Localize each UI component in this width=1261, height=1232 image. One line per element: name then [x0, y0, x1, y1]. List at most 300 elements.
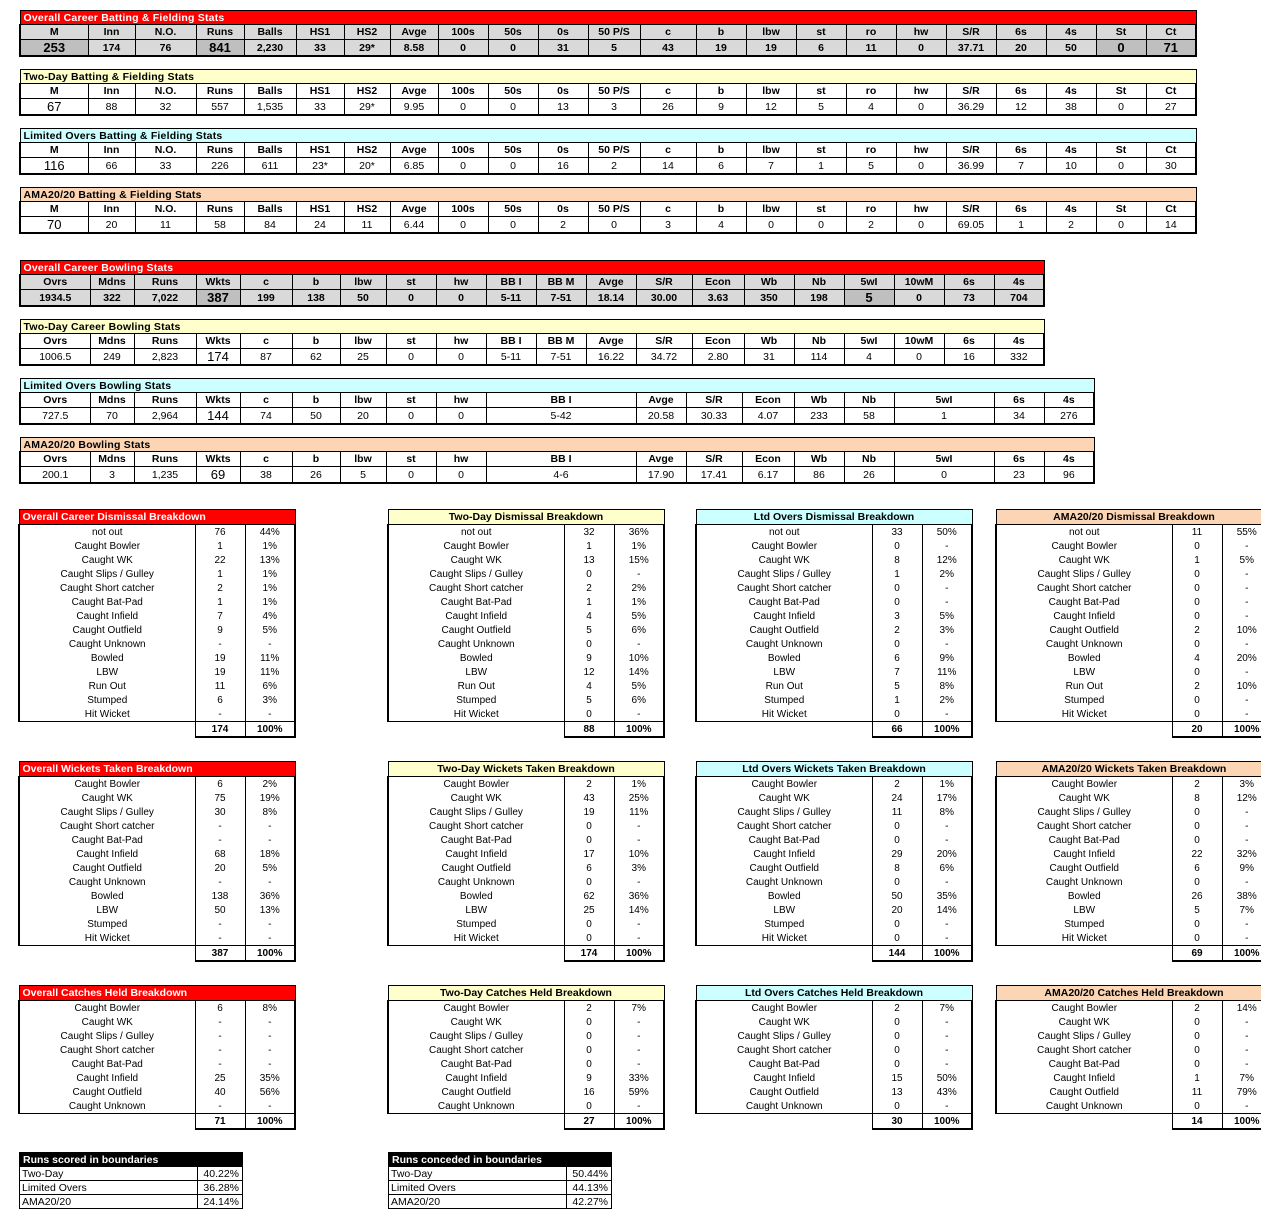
- row-count: 0: [1172, 917, 1222, 931]
- bowling-col-header: c: [240, 452, 292, 467]
- batting-col-header: Runs: [196, 202, 244, 217]
- batting-col-header: 0s: [538, 202, 588, 217]
- bowling-cell: 5-42: [486, 408, 636, 425]
- bowling-cell: 18.14: [586, 290, 636, 307]
- bowling-cell: 0: [436, 290, 486, 307]
- bowling-cell: 73: [944, 290, 994, 307]
- dismissal-breakdown-0: [18, 509, 296, 738]
- row-percent: 24.14%: [198, 1195, 243, 1209]
- batting-cell: 26: [640, 99, 696, 116]
- row-count: 2: [1172, 1001, 1222, 1016]
- bowling-cell: 114: [794, 349, 844, 366]
- wickets-breakdown-title-row: [388, 762, 664, 777]
- table-row: [19, 623, 295, 637]
- row-label: Caught Bowler: [696, 1001, 872, 1016]
- batting-cell: 71: [1146, 40, 1196, 57]
- batting-title-row: [20, 188, 1196, 202]
- row-percent: -: [922, 581, 972, 595]
- row-label: Caught Outfield: [696, 1085, 872, 1099]
- total-row: [388, 946, 664, 962]
- row-label: Caught Unknown: [19, 875, 195, 889]
- table-row: [996, 679, 1261, 693]
- total-count: 20: [1172, 722, 1222, 738]
- row-label: Caught Unknown: [388, 1099, 564, 1114]
- row-percent: 43%: [922, 1085, 972, 1099]
- wickets-breakdown-table: [695, 761, 973, 962]
- batting-col-header: 50s: [488, 84, 538, 99]
- table-row: [696, 1001, 972, 1016]
- row-count: 0: [872, 707, 922, 722]
- total-spacer: [996, 946, 1172, 962]
- dismissal-breakdown-title: AMA20/20 Dismissal Breakdown: [996, 510, 1261, 525]
- row-count: -: [195, 1099, 245, 1114]
- row-count: 6: [872, 651, 922, 665]
- row-count: 0: [564, 1057, 614, 1071]
- batting-cell: 9.95: [390, 99, 438, 116]
- row-label: AMA20/20: [389, 1195, 567, 1209]
- wickets-breakdown-title: Overall Wickets Taken Breakdown: [19, 762, 295, 777]
- bowling-cell: 86: [794, 467, 844, 484]
- row-percent: -: [1222, 1029, 1261, 1043]
- table-row: [996, 1057, 1261, 1071]
- table-row: [696, 693, 972, 707]
- batting-table-3: [19, 187, 1197, 234]
- row-percent: 12%: [1222, 791, 1261, 805]
- batting-col-header: Balls: [244, 143, 296, 158]
- row-count: 26: [1172, 889, 1222, 903]
- row-percent: -: [614, 707, 664, 722]
- row-count: 0: [564, 833, 614, 847]
- row-count: 0: [872, 581, 922, 595]
- batting-cell: 0: [488, 158, 538, 175]
- table-row: [696, 539, 972, 553]
- row-label: Caught Slips / Gulley: [388, 1029, 564, 1043]
- row-percent: 1%: [922, 777, 972, 792]
- row-label: Caught Slips / Gulley: [19, 805, 195, 819]
- bowling-cell: 0: [386, 290, 436, 307]
- row-count: 0: [1172, 609, 1222, 623]
- row-percent: 7%: [1222, 903, 1261, 917]
- row-label: Caught Infield: [19, 847, 195, 861]
- row-percent: 7%: [1222, 1071, 1261, 1085]
- row-percent: 35%: [922, 889, 972, 903]
- row-label: LBW: [996, 665, 1172, 679]
- row-count: 32: [564, 525, 614, 540]
- bowling-col-header: 5wI: [844, 275, 894, 290]
- batting-cell: 14: [640, 158, 696, 175]
- bowling-header-row: [20, 275, 1044, 290]
- batting-col-header: hw: [896, 143, 946, 158]
- table-row: [388, 903, 664, 917]
- row-count: 3: [872, 609, 922, 623]
- bowling-col-header: 4s: [994, 275, 1044, 290]
- row-count: 1: [564, 539, 614, 553]
- row-percent: 1%: [614, 539, 664, 553]
- batting-col-header: 4s: [1046, 143, 1096, 158]
- row-label: Caught Unknown: [996, 1099, 1172, 1114]
- batting-cell: 20: [996, 40, 1046, 57]
- bowling-col-header: Ovrs: [20, 452, 90, 467]
- row-label: Caught Infield: [388, 1071, 564, 1085]
- batting-col-header: 50s: [488, 143, 538, 158]
- row-label: Caught Slips / Gulley: [388, 567, 564, 581]
- row-count: 9: [564, 1071, 614, 1085]
- bowling-cell: 174: [196, 349, 240, 366]
- bowling-col-header: BB M: [536, 334, 586, 349]
- row-label: Caught Short catcher: [996, 581, 1172, 595]
- batting-col-header: N.O.: [135, 25, 196, 40]
- row-label: Caught Bat-Pad: [996, 595, 1172, 609]
- bowling-col-header: Econ: [692, 275, 744, 290]
- row-label: Run Out: [388, 679, 564, 693]
- row-label: Bowled: [19, 889, 195, 903]
- row-percent: 5%: [614, 679, 664, 693]
- bowling-col-header: c: [240, 275, 292, 290]
- bowling-col-header: Econ: [742, 452, 794, 467]
- bowling-cell: 74: [240, 408, 292, 425]
- row-percent: -: [245, 833, 295, 847]
- row-percent: -: [1222, 1015, 1261, 1029]
- bowling-cell: 1934.5: [20, 290, 90, 307]
- batting-col-header: M: [20, 84, 88, 99]
- row-label: Caught Outfield: [696, 861, 872, 875]
- row-label: Caught WK: [696, 553, 872, 567]
- table-row: [696, 931, 972, 946]
- bowling-cell: 2,823: [134, 349, 196, 366]
- table-row: [696, 1099, 972, 1114]
- row-percent: -: [245, 707, 295, 722]
- row-count: 1: [195, 567, 245, 581]
- bowling-cell: 1: [894, 408, 994, 425]
- table-row: [388, 581, 664, 595]
- batting-col-header: Ct: [1146, 202, 1196, 217]
- batting-grid: [19, 187, 1197, 234]
- bowling-col-header: BB M: [536, 275, 586, 290]
- table-row: [996, 889, 1261, 903]
- total-percent: 100%: [245, 1114, 295, 1130]
- row-percent: 3%: [922, 623, 972, 637]
- row-count: 17: [564, 847, 614, 861]
- table-row: [996, 609, 1261, 623]
- bowling-cell: 4: [844, 349, 894, 366]
- row-percent: 5%: [614, 609, 664, 623]
- table-row: [996, 1001, 1261, 1016]
- row-percent: -: [922, 1029, 972, 1043]
- table-row: [996, 693, 1261, 707]
- row-percent: 1%: [614, 595, 664, 609]
- row-label: Caught Short catcher: [388, 581, 564, 595]
- batting-col-header: Runs: [196, 143, 244, 158]
- bowling-cell: 26: [844, 467, 894, 484]
- row-label: Run Out: [996, 679, 1172, 693]
- row-label: Caught Infield: [696, 1071, 872, 1085]
- batting-col-header: hw: [896, 202, 946, 217]
- total-count: 387: [195, 946, 245, 962]
- total-count: 69: [1172, 946, 1222, 962]
- batting-col-header: HS2: [344, 143, 390, 158]
- row-count: 1: [564, 595, 614, 609]
- table-row: [696, 819, 972, 833]
- row-count: 15: [872, 1071, 922, 1085]
- row-label: Caught Outfield: [388, 861, 564, 875]
- table-row: [388, 819, 664, 833]
- bowling-cell: 7-51: [536, 349, 586, 366]
- row-count: 50: [872, 889, 922, 903]
- row-count: -: [195, 1015, 245, 1029]
- table-row: [19, 1015, 295, 1029]
- row-percent: 3%: [614, 861, 664, 875]
- total-percent: 100%: [922, 1114, 972, 1130]
- batting-col-header: HS2: [344, 25, 390, 40]
- bowling-cell: 5-11: [486, 290, 536, 307]
- row-percent: -: [1222, 1043, 1261, 1057]
- catches-breakdown-title: Ltd Overs Catches Held Breakdown: [696, 986, 972, 1001]
- batting-col-header: 4s: [1046, 84, 1096, 99]
- row-count: -: [195, 931, 245, 946]
- row-label: Hit Wicket: [696, 707, 872, 722]
- bowling-cell: 7,022: [134, 290, 196, 307]
- total-row: [19, 1114, 295, 1130]
- row-percent: -: [922, 931, 972, 946]
- row-label: Caught WK: [19, 791, 195, 805]
- row-label: Hit Wicket: [388, 931, 564, 946]
- batting-cell: 7: [746, 158, 796, 175]
- row-percent: 40.22%: [198, 1167, 243, 1181]
- row-count: 0: [872, 1099, 922, 1114]
- bowling-col-header: 6s: [994, 393, 1044, 408]
- row-label: Stumped: [996, 693, 1172, 707]
- table-row: [696, 609, 972, 623]
- batting-cell: 2: [588, 158, 640, 175]
- batting-col-header: ro: [846, 202, 896, 217]
- batting-cell: 76: [135, 40, 196, 57]
- row-percent: -: [1222, 707, 1261, 722]
- row-label: Caught Outfield: [388, 1085, 564, 1099]
- wickets-breakdown-table: [18, 761, 296, 962]
- boundaries-title: Runs scored in boundaries: [20, 1153, 243, 1167]
- table-row: [388, 847, 664, 861]
- batting-col-header: Inn: [88, 202, 135, 217]
- batting-title: Two-Day Batting & Fielding Stats: [20, 70, 1196, 84]
- row-count: 0: [872, 539, 922, 553]
- row-label: Bowled: [696, 889, 872, 903]
- row-label: not out: [996, 525, 1172, 540]
- batting-col-header: 4s: [1046, 202, 1096, 217]
- table-row: [996, 861, 1261, 875]
- table-row: [696, 665, 972, 679]
- row-count: 4: [1172, 651, 1222, 665]
- row-count: 5: [872, 679, 922, 693]
- batting-cell: 36.29: [946, 99, 996, 116]
- row-count: 0: [1172, 693, 1222, 707]
- batting-col-header: 6s: [996, 25, 1046, 40]
- batting-cell: 5: [588, 40, 640, 57]
- row-percent: 2%: [922, 567, 972, 581]
- bowling-col-header: 6s: [994, 452, 1044, 467]
- bowling-cell: 5: [844, 290, 894, 307]
- row-label: Caught Slips / Gulley: [996, 567, 1172, 581]
- row-count: 2: [195, 581, 245, 595]
- batting-col-header: ro: [846, 84, 896, 99]
- row-label: Caught Short catcher: [19, 581, 195, 595]
- batting-col-header: Avge: [390, 202, 438, 217]
- row-percent: 6%: [922, 861, 972, 875]
- bowling-value-row: [20, 467, 1094, 484]
- row-percent: -: [922, 833, 972, 847]
- bowling-title: Overall Career Bowling Stats: [20, 261, 1044, 275]
- row-label: Caught Bat-Pad: [19, 833, 195, 847]
- dismissal-breakdown-table: [18, 509, 296, 738]
- row-count: 0: [564, 1099, 614, 1114]
- row-percent: 10%: [614, 651, 664, 665]
- row-count: 8: [872, 861, 922, 875]
- bowling-col-header: S/R: [636, 334, 692, 349]
- row-label: Stumped: [19, 917, 195, 931]
- batting-col-header: st: [796, 84, 846, 99]
- row-count: 8: [1172, 791, 1222, 805]
- batting-col-header: Ct: [1146, 25, 1196, 40]
- table-row: [996, 637, 1261, 651]
- batting-col-header: HS1: [296, 84, 344, 99]
- row-label: Caught WK: [696, 791, 872, 805]
- batting-cell: 116: [20, 158, 88, 175]
- row-label: Caught Bat-Pad: [388, 595, 564, 609]
- row-percent: -: [245, 637, 295, 651]
- row-label: Caught Infield: [19, 609, 195, 623]
- row-label: Caught Bowler: [388, 1001, 564, 1016]
- bowling-cell: 276: [1044, 408, 1094, 425]
- row-count: 19: [195, 651, 245, 665]
- bowling-col-header: 4s: [1044, 393, 1094, 408]
- row-label: Caught Bat-Pad: [388, 833, 564, 847]
- total-spacer: [388, 946, 564, 962]
- table-row: [996, 707, 1261, 722]
- row-label: Two-Day: [20, 1167, 198, 1181]
- row-label: Caught Bowler: [696, 777, 872, 792]
- row-percent: 14%: [614, 903, 664, 917]
- batting-cell: 6.85: [390, 158, 438, 175]
- batting-cell: 1: [996, 217, 1046, 234]
- row-count: 4: [564, 609, 614, 623]
- row-label: Caught Outfield: [996, 623, 1172, 637]
- table-row: [696, 623, 972, 637]
- dismissal-breakdown-title-row: [19, 510, 295, 525]
- table-row: [19, 861, 295, 875]
- batting-cell: 4: [846, 99, 896, 116]
- row-percent: -: [922, 637, 972, 651]
- batting-cell: 6: [796, 40, 846, 57]
- table-row: [696, 861, 972, 875]
- batting-cell: 88: [88, 99, 135, 116]
- catches-breakdown-title: AMA20/20 Catches Held Breakdown: [996, 986, 1261, 1001]
- row-label: Caught Short catcher: [19, 1043, 195, 1057]
- row-count: 0: [1172, 819, 1222, 833]
- bowling-cell: 199: [240, 290, 292, 307]
- row-label: Bowled: [19, 651, 195, 665]
- wickets-breakdown-title-row: [19, 762, 295, 777]
- dismissal-breakdown-table: [695, 509, 973, 738]
- bowling-grid: [19, 319, 1045, 366]
- batting-cell: 0: [438, 217, 488, 234]
- bowling-col-header: Runs: [134, 334, 196, 349]
- total-percent: 100%: [614, 946, 664, 962]
- batting-cell: 16: [538, 158, 588, 175]
- bowling-col-header: S/R: [686, 393, 742, 408]
- row-label: LBW: [696, 665, 872, 679]
- table-row: [696, 791, 972, 805]
- batting-cell: 13: [538, 99, 588, 116]
- dismissal-breakdown-2: [695, 509, 973, 738]
- table-row: [388, 861, 664, 875]
- row-count: 2: [564, 777, 614, 792]
- row-count: 22: [195, 553, 245, 567]
- row-count: -: [195, 833, 245, 847]
- total-percent: 100%: [922, 722, 972, 738]
- bowling-value-row: [20, 408, 1094, 425]
- table-row: [996, 595, 1261, 609]
- row-count: 43: [564, 791, 614, 805]
- row-count: 24: [872, 791, 922, 805]
- row-label: Caught Outfield: [696, 623, 872, 637]
- batting-col-header: HS1: [296, 143, 344, 158]
- table-row: [996, 1043, 1261, 1057]
- table-row: [19, 819, 295, 833]
- batting-cell: 0: [896, 158, 946, 175]
- batting-cell: 5: [846, 158, 896, 175]
- bowling-col-header: hw: [436, 393, 486, 408]
- row-count: 0: [1172, 833, 1222, 847]
- table-row: [389, 1181, 612, 1195]
- row-count: 20: [872, 903, 922, 917]
- row-count: 4: [564, 679, 614, 693]
- table-row: [19, 595, 295, 609]
- dismissal-breakdown-table: [995, 509, 1261, 738]
- row-label: LBW: [388, 665, 564, 679]
- batting-col-header: 0s: [538, 25, 588, 40]
- batting-cell: 2: [1046, 217, 1096, 234]
- batting-col-header: HS1: [296, 202, 344, 217]
- batting-grid: [19, 128, 1197, 175]
- row-percent: -: [922, 1043, 972, 1057]
- batting-col-header: 0s: [538, 84, 588, 99]
- catches-breakdown-title-row: [996, 986, 1261, 1001]
- row-count: 2: [1172, 623, 1222, 637]
- row-count: 0: [564, 1043, 614, 1057]
- row-percent: -: [614, 1057, 664, 1071]
- total-count: 66: [872, 722, 922, 738]
- row-percent: 5%: [245, 861, 295, 875]
- batting-col-header: Balls: [244, 25, 296, 40]
- batting-col-header: N.O.: [135, 143, 196, 158]
- row-count: 76: [195, 525, 245, 540]
- bowling-grid: [19, 260, 1045, 307]
- row-count: 13: [564, 553, 614, 567]
- table-row: [696, 777, 972, 792]
- bowling-col-header: b: [292, 393, 340, 408]
- table-row: [19, 791, 295, 805]
- total-percent: 100%: [245, 946, 295, 962]
- row-percent: 6%: [614, 623, 664, 637]
- row-label: Caught Bowler: [19, 1001, 195, 1016]
- row-percent: -: [1222, 833, 1261, 847]
- batting-cell: 33: [296, 99, 344, 116]
- row-label: LBW: [696, 903, 872, 917]
- row-label: Caught Unknown: [696, 637, 872, 651]
- row-percent: 55%: [1222, 525, 1261, 540]
- batting-col-header: lbw: [746, 84, 796, 99]
- batting-cell: 11: [135, 217, 196, 234]
- batting-col-header: c: [640, 25, 696, 40]
